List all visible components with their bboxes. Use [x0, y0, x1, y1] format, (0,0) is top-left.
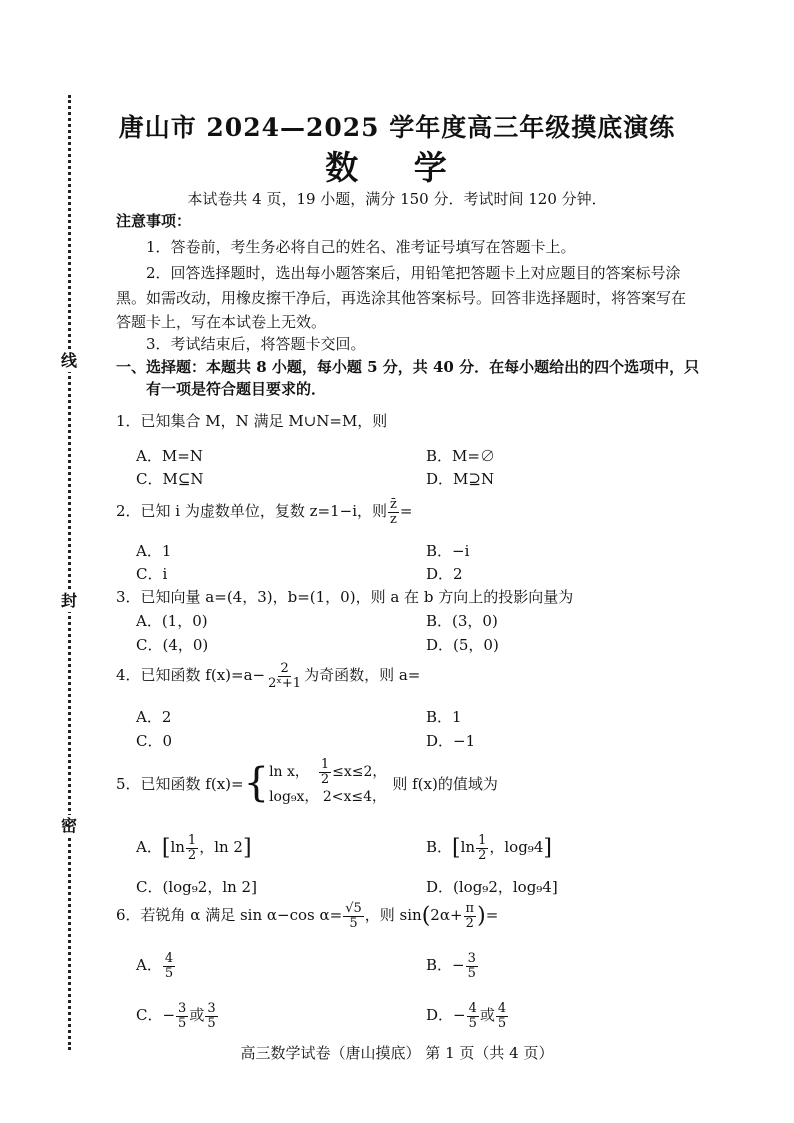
question-4-fraction [266, 662, 303, 690]
question-1-option-b: B．M=∅ [426, 447, 495, 465]
question-5-option-b: B．[ln $\frac{1}{2}$ ，log₉4] [426, 833, 552, 863]
notice-item-3: 3．考试结束后，将答题卡交回。 [146, 335, 366, 353]
question-6-inner-fraction [464, 902, 477, 930]
question-6-stem-mid: ，则 sin [364, 906, 422, 925]
question-2-stem [116, 498, 412, 526]
question-3-option-a: A．(1，0) [136, 612, 208, 630]
question-3-option-c: C．(4，0) [136, 636, 209, 654]
frac-numerator: 3 [207, 1001, 216, 1016]
frac-numerator: 3 [178, 1001, 187, 1016]
option-fraction-1 [467, 1002, 479, 1030]
frac-numerator: z̄ [390, 497, 397, 512]
piece-1-cond: ≤x≤2， [332, 764, 387, 781]
frac-denominator: 5 [164, 965, 174, 981]
frac-numerator: 4 [497, 1001, 507, 1016]
piecewise-brace: { [243, 760, 270, 807]
question-6-stem: 6．若锐角 α 满足 sin α−cos α= $\frac{√5}{5}$ ，则 sin(2α+ $\frac{\pi}{2}$ )= [116, 901, 499, 931]
question-6-inner: 2α+ [430, 906, 463, 925]
question-5-stem-post: 则 f(x)的值域为 [392, 774, 498, 793]
question-4-stem [116, 662, 420, 690]
frac-numerator: 1 [187, 833, 197, 848]
option-or: 或 [479, 1006, 495, 1025]
frac-denominator: 2 [478, 847, 487, 863]
option-text: ln [170, 838, 185, 857]
section-1-heading-line2: 有一项是符合题目要求的． [146, 380, 327, 398]
notice-item-2a: 2．回答选择题时，选出每小题答案后，用铅笔把答题卡上对应题目的答案标号涂 [146, 264, 681, 282]
section-1-heading-line1: 一、选择题：本题共 8 小题，每小题 5 分，共 40 分．在每小题给出的四个选项中，只 [116, 358, 700, 376]
frac-denominator: 2ˣ+1 [268, 675, 302, 691]
option-label: D．− [426, 1006, 466, 1025]
subject-title: 数 学 [325, 148, 469, 187]
option-label: B． [426, 838, 453, 857]
option-text: ，ln 2 [199, 838, 243, 857]
frac-denominator: 5 [349, 915, 358, 931]
question-6-option-a [136, 952, 176, 980]
piece-2: log₉x， 2<x≤4， [269, 789, 387, 806]
question-2-option-a: A．1 [136, 542, 172, 560]
piece-1-fraction [319, 758, 331, 786]
question-6-stem-pre: 6．若锐角 α 满足 sin α−cos α= [116, 906, 343, 925]
piece-1-expr: ln x， [269, 764, 309, 781]
frac-denominator: 5 [468, 1015, 477, 1031]
question-2-option-b: B．−i [426, 542, 470, 560]
piece-1 [269, 758, 386, 786]
question-4-option-b: B．1 [426, 708, 462, 726]
question-2-fraction [388, 498, 399, 526]
option-text: ln [460, 838, 476, 857]
option-fraction [163, 952, 175, 980]
option-fraction-1 [176, 1002, 188, 1030]
question-3-option-d: D．(5，0) [426, 636, 499, 654]
question-6-option-c [136, 1002, 219, 1030]
binding-secret-char: 密 [58, 815, 80, 837]
notice-item-2b: 黑。如需改动，用橡皮擦干净后，再选涂其他答案标号。回答非选择题时，将答案写在 [116, 289, 687, 307]
frac-numerator: 1 [478, 833, 487, 848]
frac-numerator: 4 [164, 951, 174, 966]
question-5-option-d: D．(log₉2，log₉4] [426, 878, 558, 896]
frac-numerator: 2 [280, 661, 289, 676]
question-1-option-c: C．M⊆N [136, 470, 204, 488]
question-2-option-c: C．i [136, 565, 168, 583]
piecewise-cases [269, 758, 386, 808]
question-4-option-a: A．2 [136, 708, 172, 726]
notice-item-1: 1．答卷前，考生务必将自己的姓名、准考证号填写在答题卡上。 [146, 238, 576, 256]
question-1-option-d: D．M⊇N [426, 470, 495, 488]
option-fraction-2 [205, 1002, 217, 1030]
frac-numerator: 1 [320, 757, 330, 772]
question-4-stem-pre: 4．已知函数 f(x)=a− [116, 666, 266, 685]
frac-numerator: √5 [345, 901, 362, 916]
option-label: C．− [136, 1006, 176, 1025]
question-5-option-a: A．[ln $\frac{1}{2}$ ，ln 2] [136, 833, 252, 863]
question-5-option-c: C．(log₉2，ln 2] [136, 878, 257, 896]
option-text: ，log₉4 [489, 838, 544, 857]
binding-line-char: 线 [58, 350, 80, 372]
frac-denominator: 5 [497, 1015, 507, 1031]
question-2-tail: = [399, 502, 413, 521]
frac-numerator: 4 [468, 1001, 477, 1016]
option-fraction [186, 834, 198, 862]
frac-denominator: 2 [465, 915, 474, 931]
question-4-stem-post: 为奇函数，则 a= [304, 666, 421, 685]
question-5-stem-pre: 5．已知函数 f(x)= [116, 774, 244, 793]
notice-item-2c: 答题卡上，写在本试卷上无效。 [116, 313, 327, 331]
option-label: A． [136, 838, 162, 857]
question-2-stem-text: 2．已知 i 为虚数单位，复数 z=1−i，则 [116, 502, 388, 521]
question-1-option-a: A．M=N [136, 447, 203, 465]
frac-denominator: 2 [187, 847, 197, 863]
question-1-stem: 1．已知集合 M，N 满足 M∪N=M，则 [116, 412, 388, 430]
question-6-option-d [426, 1002, 509, 1030]
frac-denominator: 5 [467, 965, 476, 981]
binding-dotted-line [68, 95, 71, 1050]
option-fraction-2 [496, 1002, 508, 1030]
question-3-option-b: B．(3，0) [426, 612, 498, 630]
notice-heading: 注意事项： [116, 212, 192, 230]
exam-info: 本试卷共 4 页，19 小题，满分 150 分．考试时间 120 分钟． [187, 190, 607, 208]
frac-numerator: π [465, 901, 475, 916]
option-label: B．− [426, 956, 465, 975]
option-fraction [476, 834, 488, 862]
option-or: 或 [189, 1006, 205, 1025]
frac-numerator: 3 [467, 951, 476, 966]
question-4-option-c: C．0 [136, 732, 173, 750]
question-6-fraction [343, 902, 364, 930]
frac-denominator: 5 [178, 1015, 187, 1031]
question-4-option-d: D．−1 [426, 732, 476, 750]
question-6-option-b [426, 952, 479, 980]
question-6-stem-post: = [485, 906, 499, 925]
option-fraction [466, 952, 478, 980]
question-2-option-d: D．2 [426, 565, 463, 583]
question-3-stem: 3．已知向量 a=(4，3)，b=(1，0)，则 a 在 b 方向上的投影向量为 [116, 588, 574, 606]
frac-denominator: z [390, 511, 397, 527]
option-label: A． [136, 956, 162, 975]
binding-seal-char: 封 [58, 590, 80, 612]
frac-denominator: 2 [320, 771, 330, 787]
page-footer: 高三数学试卷（唐山摸底） 第 1 页（共 4 页） [240, 1044, 554, 1062]
exam-title: 唐山市 2024—2025 学年度高三年级摸底演练 [118, 113, 676, 142]
question-5-stem [116, 758, 498, 808]
frac-denominator: 5 [207, 1015, 216, 1031]
